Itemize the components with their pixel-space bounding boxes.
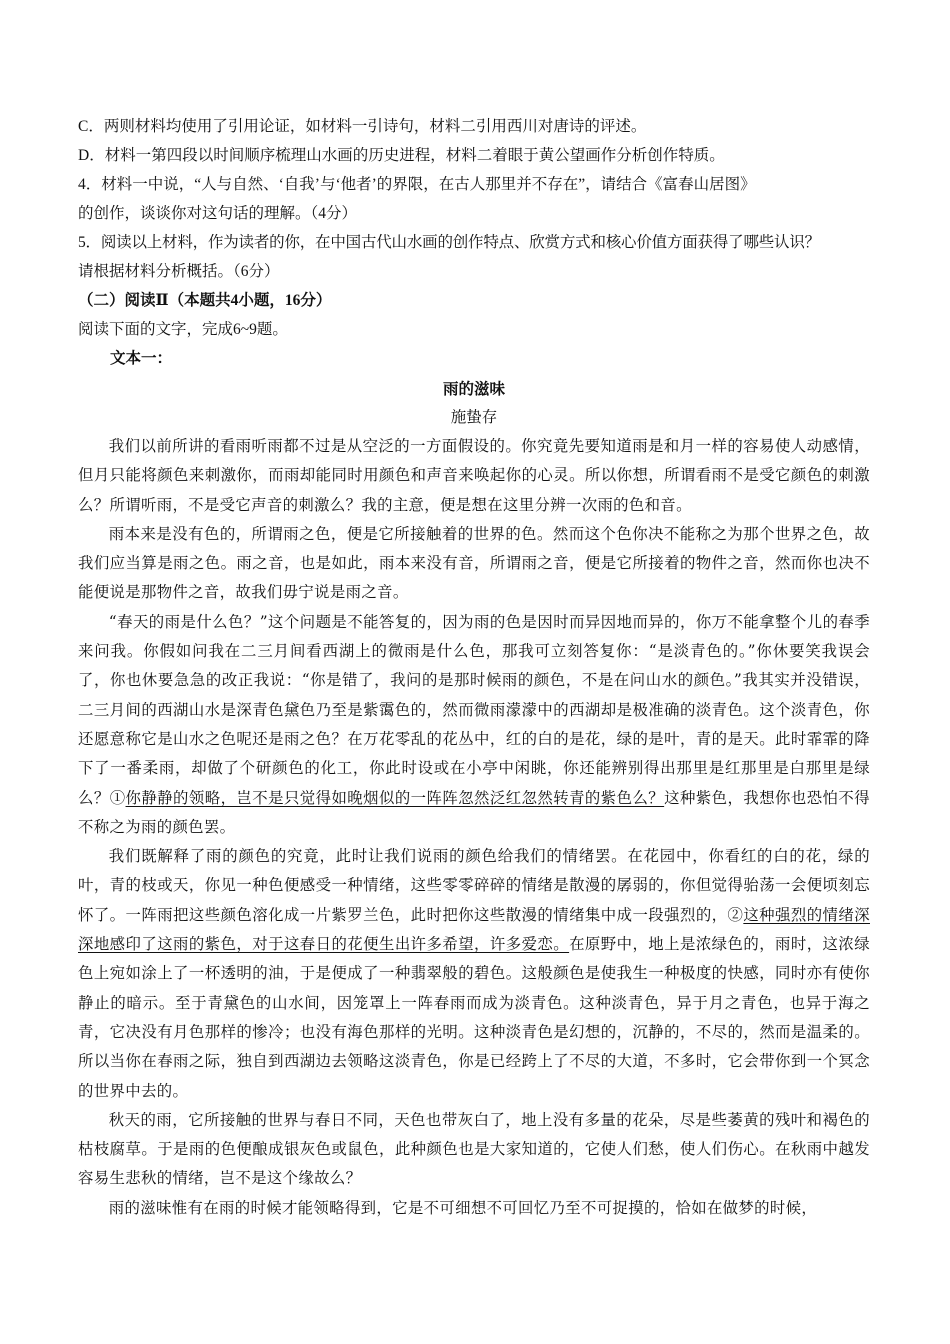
article-author: 施蛰存	[450, 408, 498, 426]
underlined-sentence-2: 这种强烈的情绪深深地感印了这雨的紫色，对于这春日的花便生出许多希望，许多爱恋。	[78, 905, 870, 954]
section-heading: （二）阅读Ⅱ（本题共4小题，16分）	[78, 292, 332, 309]
question-5-line-2: 请根据材料分析概括。（6分）	[78, 263, 280, 280]
paragraph-3-text-b: 这种紫色，我想你也恐怕不得不称之为雨的颜色罢。	[78, 788, 870, 836]
article-body	[78, 432, 870, 1223]
paragraph-5: 秋天的雨，它所接触的世界与春日不同，天色也带灰白了，地上没有多量的花朵，尽是些萎黄的残叶和褐色的枯枝腐草。于是雨的色便酿成银灰色或鼠色，此种颜色也是大家知道的，它使人们愁，使人们伤心。在秋雨中越发容易生悲秋的情绪，岂不是这个缘故么？	[78, 1110, 870, 1188]
option-c: C．两则材料均使用了引用论证，如材料一引诗句，材料二引用西川对唐诗的评述。	[78, 118, 647, 135]
article-title: 雨的滋味	[442, 379, 505, 398]
paragraph-4-text-b: 在原野中，地上是浓绿色的，雨时，这浓绿色上宛如涂上了一杯透明的油，于是便成了一种翡翠般的碧色。这般颜色是使我生一种极度的快感，同时亦有使你静止的暗示。至于青黛色的山水间，因笼罩上一阵春雨而成为淡青色。这种淡青色，异于月之青色，也异于海之青，它决没有月色那样的惨冷；也没有海色那样的光明。这种淡青色是幻想的，沉静的，不尽的，然而是温柔的。所以当你在春雨之际，独自到西湖边去领略这淡青色，你是已经跨上了不尽的大道，不多时，它会带你到一个冥念的世界中去的。	[78, 935, 870, 1100]
paragraph-3-text-a: “春天的雨是什么色？”这个问题是不能答复的，因为雨的色是因时而异因地而异的，你万不能拿整个儿的春季来问我。你假如问我在二三月间看西湖上的微雨是什么色，那我可立刻答复你：“是淡青色的。”你休要笑我误会了，你也休要急急的改正我说：“你是错了，我问的是那时候雨的颜色，不是在问山水的颜色。”我其实并没错误，二三月间的西湖山水是深青色黛色乃至是紫霭色的，然而微雨濛濛中的西湖却是极准确的淡青色。这个淡青色，你还愿意称它是山水之色呢还是雨之色？在万花零乱的花丛中，红的白的是花，绿的是叶，青的是天。此时霏霏的降下了一番柔雨，却做了个研颜色的化工，你此时设或在小亭中闲眺，你还能辨别得出那里是红那里是白那里是绿么？	[78, 612, 870, 807]
paragraph-1: 我们以前所讲的看雨听雨都不过是从空泛的一方面假设的。你究竟先要知道雨是和月一样的容易使人动感情，但月只能将颜色来刺激你，而雨却能同时用颜色和声音来唤起你的心灵。所以你想，所谓看雨不是受它颜色的刺激么？所谓听雨，不是受它声音的刺激么？我的主意，便是想在这里分辨一次雨的色和音。	[78, 437, 870, 514]
underlined-sentence-1: 你静静的领略，岂不是只觉得如晚烟似的一阵阵忽然泛红忽然转青的紫色么？	[125, 788, 665, 807]
paragraph-4	[78, 842, 870, 1106]
text-one-label: 文本一：	[110, 350, 173, 367]
question-4-line-2: 的创作，谈谈你对这句话的理解。（4分）	[78, 205, 358, 222]
annotation-marker-2: ②	[727, 905, 744, 924]
document-page	[78, 112, 870, 1223]
paragraph-3	[78, 608, 870, 842]
option-d: D．材料一第四段以时间顺序梳理山水画的历史进程，材料二着眼于黄公望画作分析创作特质。	[78, 147, 725, 164]
paragraph-4-text-a: 我们既解释了雨的颜色的究竟，此时让我们说雨的颜色给我们的情绪罢。在花园中，你看红的白的花，绿的叶，青的枝或天，你见一种色便感受一种情绪，这些零零碎碎的情绪是散漫的孱弱的，你但觉得骀荡一会便顷刻忘怀了。一阵雨把这些颜色溶化成一片紫罗兰色，此时把你这些散漫的情绪集中成一段强烈的，	[78, 847, 870, 924]
section-instruction: 阅读下面的文字，完成6~9题。	[78, 321, 288, 338]
paragraph-6: 雨的滋味惟有在雨的时候才能领略得到，它是不可细想不可回忆乃至不可捉摸的，恰如在做梦的时候，	[108, 1198, 818, 1217]
question-4-line-1: 4．材料一中说，“人与自然、‘自我’与‘他者’的界限，在古人那里并不存在”，请结合《富春山居图》	[78, 176, 756, 193]
question-5-line-1: 5．阅读以上材料，作为读者的你，在中国古代山水画的创作特点、欣赏方式和核心价值方面获得了哪些认识？	[78, 234, 820, 251]
annotation-marker-1: ①	[109, 788, 126, 807]
paragraph-2: 雨本来是没有色的，所谓雨之色，便是它所接触着的世界的色。然而这个色你决不能称之为那个世界之色，故我们应当算是雨之色。雨之音，也是如此，雨本来没有音，所谓雨之音，便是它所接着的物件之音，然而你也决不能便说是那物件之音，故我们毋宁说是雨之音。	[78, 524, 870, 602]
